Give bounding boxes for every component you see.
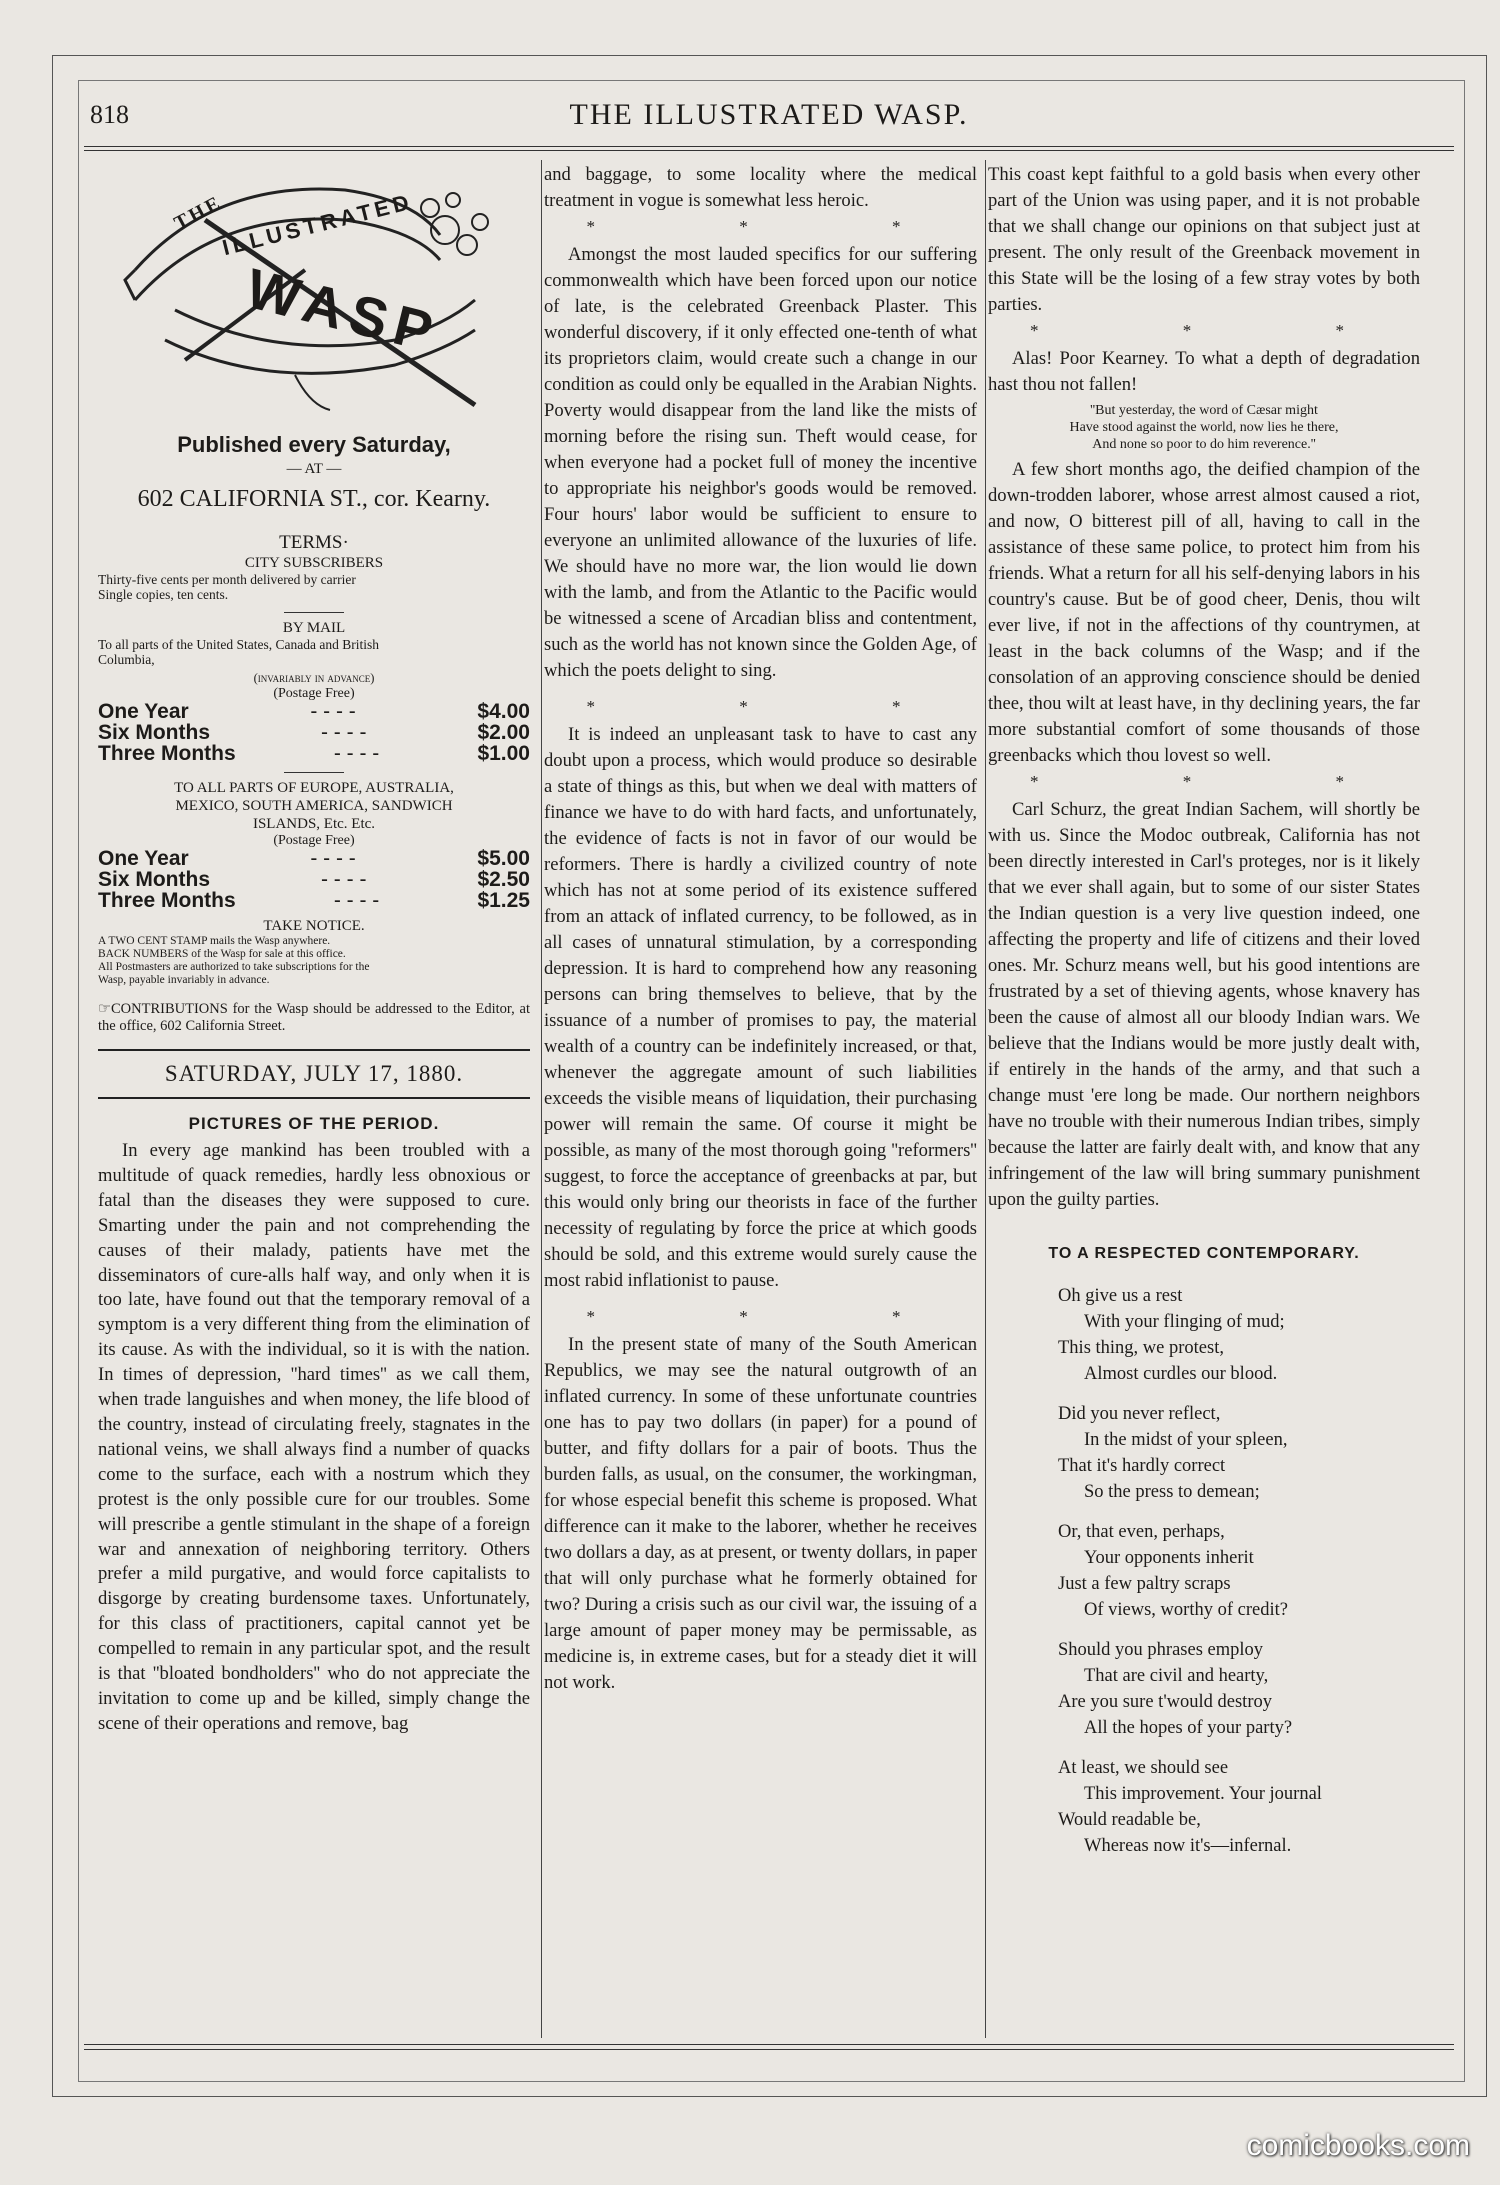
poem-line: Of views, worthy of credit? — [1084, 1600, 1288, 1620]
quote-line-1: ''But yesterday, the word of Cæsar might — [1090, 403, 1318, 418]
poem-line: This improvement. Your journal — [1084, 1784, 1322, 1804]
site-watermark: comicbooks.com — [1246, 2129, 1470, 2162]
section-stars: * * * — [586, 217, 971, 236]
poem-stanza — [1058, 1637, 1420, 1741]
section-stars: * * * — [586, 697, 971, 716]
logo-the: THE — [170, 191, 227, 235]
poem-stanza — [1058, 1283, 1420, 1387]
poem-line: So the press to demean; — [1084, 1482, 1260, 1502]
poem-line: Should you phrases employ — [1058, 1640, 1264, 1660]
us-price-list — [98, 701, 530, 764]
column-2 — [544, 162, 977, 1696]
notice-line-2: BACK NUMBERS of the Wasp for sale at this office. — [98, 948, 346, 960]
article-paragraph: This coast kept faithful to a gold basis when every other part of the Union was using paper, and it is not probable that we shall change our opinions on that subject just at present. The only result of the Greenback movement in this State will be the losing of a few stray votes by both parties. — [988, 164, 1420, 315]
article-paragraph: Alas! Poor Kearney. To what a depth of degradation hast thou not fallen! — [988, 348, 1420, 395]
poem-line: That are civil and hearty, — [1084, 1666, 1269, 1686]
notice-line-1: A TWO CENT STAMP mails the Wasp anywhere. — [98, 935, 331, 947]
price-row — [98, 890, 530, 911]
price-label: Three Months — [98, 742, 236, 765]
divider — [284, 772, 344, 773]
page-title: THE ILLUSTRATED WASP. — [569, 98, 969, 131]
section-stars: * * * — [1030, 321, 1414, 340]
poem-line: Just a few paltry scraps — [1058, 1574, 1231, 1594]
quote-line-3: And none so poor to do him reverence.'' — [1092, 437, 1316, 452]
notice-line-3: All Postmasters are authorized to take subscriptions for the — [98, 961, 370, 973]
poem-line: Are you sure t'would destroy — [1058, 1692, 1272, 1712]
poem-line: This thing, we protest, — [1058, 1338, 1224, 1358]
price-label: Six Months — [98, 721, 211, 744]
page-number: 818 — [90, 100, 129, 129]
leader-dots: - - - - — [320, 721, 367, 744]
date-rule-top — [98, 1049, 530, 1051]
poem-line: Did you never reflect, — [1058, 1404, 1221, 1424]
postage-note-2: (Postage Free) — [273, 833, 355, 848]
price-row — [98, 848, 530, 869]
poem-line: That it's hardly correct — [1058, 1456, 1226, 1476]
column-rule-1 — [541, 160, 542, 2038]
poem-line: In the midst of your spleen, — [1084, 1430, 1288, 1450]
price-row — [98, 869, 530, 890]
published-line: Published every Saturday, — [177, 432, 451, 457]
poem-line: With your flinging of mud; — [1084, 1312, 1285, 1332]
price-label: One Year — [98, 847, 189, 870]
column-rule-2 — [985, 160, 986, 2038]
leader-dots: - - - - — [320, 868, 367, 891]
poem-line: All the hopes of your party? — [1084, 1718, 1293, 1738]
price-value: $4.00 — [477, 700, 530, 723]
poem-line: Whereas now it's—infernal. — [1084, 1836, 1292, 1856]
poem-line: Your opponents inherit — [1084, 1548, 1254, 1568]
notice-title: TAKE NOTICE. — [263, 918, 365, 934]
poem-line: At least, we should see — [1058, 1758, 1229, 1778]
leader-dots: - - - - — [310, 847, 356, 870]
terms-title: TERMS· — [279, 532, 349, 553]
leader-dots: - - - - — [333, 889, 380, 912]
poem-line: Or, that even, perhaps, — [1058, 1522, 1225, 1542]
article-title: PICTURES OF THE PERIOD. — [188, 1114, 440, 1133]
foreign-line-3: ISLANDS, Etc. Etc. — [252, 816, 376, 832]
foreign-line-1: TO ALL PARTS OF EUROPE, AUSTRALIA, — [174, 780, 454, 796]
poem-stanza — [1058, 1519, 1420, 1623]
leader-dots: - - - - — [333, 742, 380, 765]
contributions-note: ☞CONTRIBUTIONS for the Wasp should be addressed to the Editor, at the office, 602 California Street. — [98, 1001, 530, 1034]
city-line-1: Thirty-five cents per month delivered by carrier — [98, 572, 356, 587]
mail-title: BY MAIL — [282, 620, 346, 636]
article-paragraph: Carl Schurz, the great Indian Sachem, will shortly be with us. Since the Modoc outbreak, California has not been directly interested in Carl's proteges, nor is it likely that we ever shall again, but to some of our sister States the Indian question is a very live question indeed, one affecting the property and life of citizens and their loved ones. Mr. Schurz means well, but his good intentions are frustrated by a set of thieving agents, whose knavery has been the cause of almost all our bloody Indian wars. We believe that the Indians would be more justly dealt with, if entirely in the hands of the army, and that such a change must 'ere long be made. Our northern neighbors have no trouble with their numerous Indian tribes, simply because the latter are fairly dealt with, and know that any infringement of the law will bring summary punishment upon the guilty parties. — [988, 799, 1420, 1210]
price-value: $1.25 — [477, 889, 530, 912]
postage-note-1: (Postage Free) — [273, 686, 355, 701]
mail-line-1: To all parts of the United States, Canada and British — [98, 637, 379, 652]
poem-line: Would readable be, — [1058, 1810, 1201, 1830]
mail-line-2: Columbia, — [98, 652, 155, 667]
article-paragraph: It is indeed an unpleasant task to have to cast any doubt upon a process, which would produce so desirable a state of things as this, but when we deal with matters of finance we have to do with hard facts, and unfortunately, the evidence of facts is not in favor of our would be reformers. There is hardly a civilized country of note which has not at some period of its existence suffered from an attack of inflated currency, to be followed, as in all cases of unnatural stimulation, by a corresponding depression. It is hard to comprehend how any reasoning persons can bring themselves to believe, that by the issuance of a number of promises to pay, the material wealth of a country can be indefinitely increased, or that, whenever the aggregate amount of such liabilities exceeds the visible means of liquidation, their purchasing power will remain the same. Of course it might be possible, as many of the most thorough going ''reformers'' suggest, to force the acceptance of greenbacks at par, but this would only bring our theorists in face of the further necessity of regulating by force the price at which goods should be sold, and this extreme would surely cause the most rabid inflationist to pause. — [544, 724, 977, 1291]
leader-dots: - - - - — [310, 700, 356, 723]
article-paragraph: A few short months ago, the deified champion of the down-trodden laborer, whose arrest almost caused a riot, and now, O bitterest pill of all, having to call in the assistance of these same police, to protect him from his friends. What a return for all his self-denying labors in his country's cause. But be of good cheer, Denis, thou wilt ever live, if not in the affections of thy countrymen, at least in the back columns of the Wasp; and if the consolation of an approving conscience should be denied thee, thou wilt at least have, in thy declining years, the far more substantial comfort of some thousands of those greenbacks which thou lovest so well. — [988, 459, 1420, 766]
price-value: $5.00 — [477, 847, 530, 870]
price-row — [98, 722, 530, 743]
section-stars: * * * — [586, 1307, 971, 1326]
quote-line-2: Have stood against the world, now lies he there, — [1069, 420, 1339, 435]
price-label: Three Months — [98, 889, 236, 912]
footer-rule — [84, 2044, 1454, 2045]
logo-wasp: WASP — [240, 256, 447, 365]
price-value: $1.00 — [477, 742, 530, 765]
poem-line: Almost curdles our blood. — [1084, 1364, 1278, 1384]
address-line: 602 CALIFORNIA ST., cor. Kearny. — [137, 486, 491, 512]
foreign-line-2: MEXICO, SOUTH AMERICA, SANDWICH — [175, 798, 453, 814]
section-stars: * * * — [1030, 772, 1414, 791]
foreign-price-list — [98, 848, 530, 911]
advance-note: (invariably in advance) — [253, 671, 375, 685]
article-paragraph: In every age mankind has been troubled with a multitude of quack remedies, hardly less obnoxious or fatal than the diseases they were supposed to cure. Smarting under the pain and not comprehending the causes of their malady, patients have met the disseminators of cure-alls half way, and only when it is too late, have found out that the temporary removal of a symptom is a very different thing from the elimination of its cause. As with the individual, so it is with the nation. In times of depression, ''hard times'' as we call them, when trade languishes and when money, the life blood of the country, instead of circulating freely, stagnates in the national veins, we shall always find a number of quacks come to the surface, each with a nostrum which they protest is the only possible cure for our troubles. Some will prescribe a gentle stimulant in the shape of a foreign war and annexation of neighboring territory. Others prefer a mild purgative, and would force capitalists to disgorge by creating burdensome taxes. Unfortunately, for this class of practitioners, capital cannot yet be compelled to remain in any particular spot, and the result is that ''bloated bondholders'' who do not appreciate the invitation to come up and be killed, simply change the scene of their operations and remove, bag — [98, 1140, 530, 1734]
running-head — [84, 98, 1454, 138]
date-rule-bottom — [98, 1097, 530, 1099]
notice-line-4: Wasp, payable invariably in advance. — [98, 974, 270, 986]
poem-line: Oh give us a rest — [1058, 1286, 1183, 1306]
price-label: Six Months — [98, 868, 211, 891]
header-rule — [84, 146, 1454, 147]
footer-rule-2 — [84, 2049, 1454, 2050]
price-label: One Year — [98, 700, 189, 723]
column-1 — [98, 430, 530, 1737]
article-paragraph: In the present state of many of the South American Republics, we may see the natural outgrowth of an inflated currency. In some of these unfortunate countries one has to pay two dollars (in paper) for a pound of butter, and fifty dollars for a pair of boots. Thus the burden falls, as usual, on the consumer, the workingman, for whose especial benefit this scheme is proposed. What difference can it make to the laborer, whether he receives two dollars a day, as at present, or twenty dollars, in paper that will only purchase what he formerly obtained for two? During a crisis such as our civil war, the issuing of a large amount of paper money may be permissable, as medicine is, in extreme cases, but for a steady diet it will not work. — [544, 1334, 977, 1693]
article-paragraph: and baggage, to some locality where the medical treatment in vogue is somewhat less heroic. — [544, 164, 977, 211]
logo-illustrated: ILLUSTRATED — [219, 188, 416, 261]
city-line-2: Single copies, ten cents. — [98, 587, 229, 602]
wasp-logo — [95, 160, 515, 422]
price-row — [98, 701, 530, 722]
issue-date: SATURDAY, JULY 17, 1880. — [164, 1061, 464, 1086]
divider — [284, 612, 344, 613]
price-row — [98, 743, 530, 764]
city-title: CITY SUBSCRIBERS — [244, 555, 384, 571]
at-line: — AT — — [286, 461, 342, 477]
poem-stanza — [1058, 1401, 1420, 1505]
poem-stanza — [1058, 1755, 1420, 1859]
price-value: $2.50 — [477, 868, 530, 891]
poem — [988, 1283, 1420, 1859]
price-value: $2.00 — [477, 721, 530, 744]
column-3 — [988, 162, 1420, 1873]
header-rule-2 — [84, 150, 1454, 151]
article-paragraph: Amongst the most lauded specifics for our suffering commonwealth which have been forced upon our notice of late, is the celebrated Greenback Plaster. This wonderful discovery, if it only effected one-tenth of what its proprietors claim, would create such a change in our condition as could only be equalled in the Arabian Nights. Poverty would disappear from the land like the mists of morning before the rising sun. Theft would cease, for when everyone had a pocket full of money the incentive to appropriate his neighbor's goods would be removed. Four hours' labor would be sufficient to ensure to everyone an unlimited allowance of the luxuries of life. We should have no more war, the lion would lie down with the lamb, and from the Atlantic to the Pacific would be witnessed a scene of Arcadian bliss and contentment, such as the world has not known since the Golden Age, of which the poets delight to sing. — [544, 244, 977, 681]
poem-title: TO A RESPECTED CONTEMPORARY. — [1048, 1245, 1360, 1262]
